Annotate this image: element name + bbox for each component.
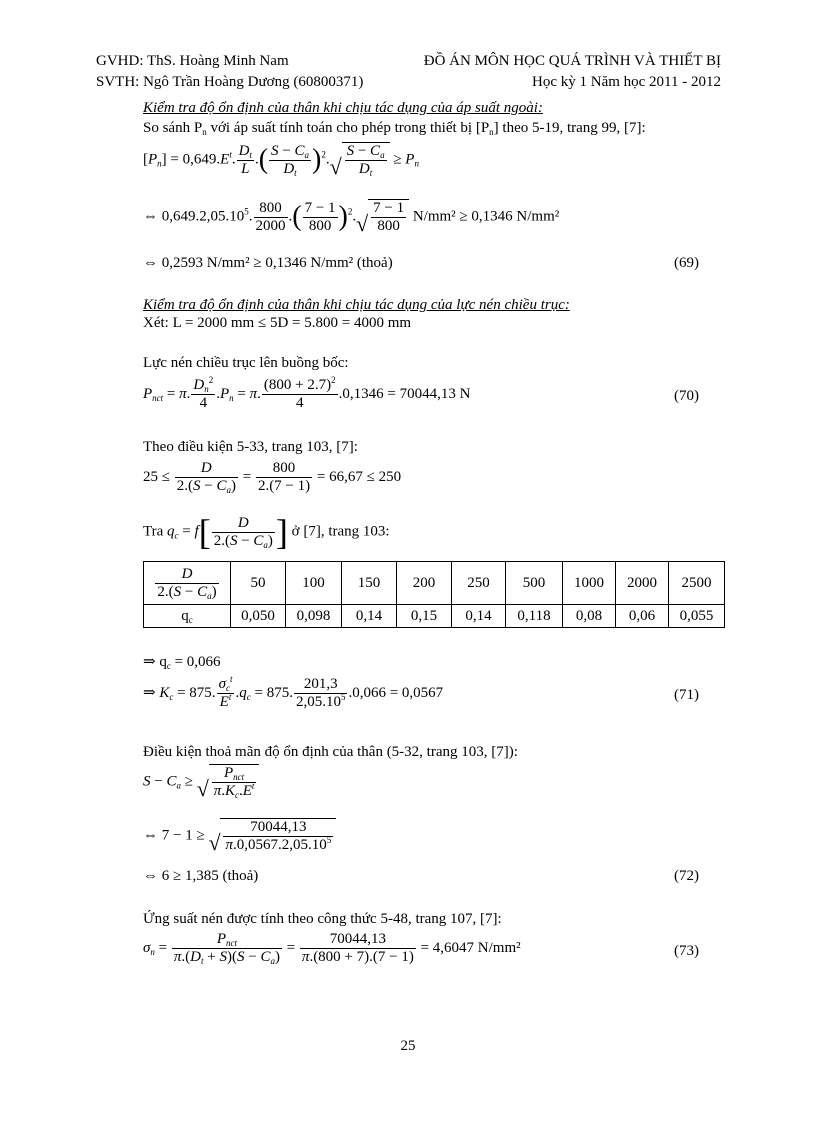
table-cell: 0,15 <box>397 605 452 628</box>
table-cell: 0,14 <box>452 605 506 628</box>
equation-number: (70) <box>674 388 699 404</box>
table-header-cell: 100 <box>286 562 342 605</box>
stability-label: Điều kiện thoả mãn độ ổn định của thân (5-32, trang 103, [7]): <box>143 744 518 760</box>
table-header-cell: 2000 <box>616 562 669 605</box>
table-header-label: $\frac{D}{2.(S - C_a)}$ <box>144 562 231 605</box>
lookup-line: Tra $q_c = f$[ $\frac{D}{2.(S - C_a)}$ ] ở [7], trang 103: <box>143 512 390 552</box>
table-cell: 0,055 <box>669 605 725 628</box>
formula-substitution: ⇔ 0,649.2,05.10$^5$. $\frac{800}{2000}$ .( $\frac{7 - 1}{800}$ )$^2$. √ $\frac{7 - 1}{800}$ N/mm² ≥ 0,1346 N/mm² <box>143 199 560 236</box>
table-header-cell: 50 <box>231 562 286 605</box>
table-header-row <box>144 562 725 605</box>
table-header-cell: 250 <box>452 562 506 605</box>
page-number: 25 <box>400 1038 416 1054</box>
equation-number: (73) <box>674 943 699 959</box>
formula-kc: ⇒ $K_c = 875$. $\sigma_c^t$ $E^t$ $.q_c = 875$. $\frac{201,3}{2,05.10^5}$ .0,066 = 0,0567 <box>143 674 444 710</box>
stress-label: Ứng suất nén được tính theo công thức 5-48, trang 107, [7]: <box>143 911 502 927</box>
equation-number: (71) <box>674 687 699 703</box>
table-cell: 0,098 <box>286 605 342 628</box>
force-label: Lực nén chiều trục lên buồng bốc: <box>143 355 349 371</box>
formula-stability: $S - C_a$ ≥ √ $P_{nct}$ $\pi.K_c.E^t$ <box>143 764 259 800</box>
formula-stability-substituted: ⇔ 7 − 1 ≥ √ $\frac{70044,13}{\pi.0,0567.2,05.10^5}$ <box>143 818 336 854</box>
table-header-cell: 150 <box>342 562 397 605</box>
formula-condition: 25 ≤ $\frac{D}{2.(S - C_a)}$ = $\frac{800}{2.(7 - 1)}$ = 66,67 ≤ 250 <box>143 460 402 495</box>
table-header-cell: 2500 <box>669 562 725 605</box>
table-cell: 0,050 <box>231 605 286 628</box>
section-heading-axial-force: Kiểm tra độ ổn định của thân khi chịu tác dụng của lực nén chiều trục: <box>143 297 570 313</box>
table-header-cell: 500 <box>506 562 563 605</box>
condition-label: Theo điều kiện 5-33, trang 103, [7]: <box>143 439 358 455</box>
formula-axial-force: $P_{nct} = \pi$. $\frac{D_n^2}{4}$ $.P_n = \pi$. $\frac{(800 + 2.7)^2}{4}$ .0,1346 = 70044,13 N <box>143 375 471 411</box>
table-cell: 0,118 <box>506 605 563 628</box>
header-student: SVTH: Ngô Trần Hoàng Dương (60800371) <box>96 74 364 90</box>
table-cell: 0,14 <box>342 605 397 628</box>
equation-number: (69) <box>674 255 699 271</box>
table-cell: 0,08 <box>563 605 616 628</box>
qc-lookup-table <box>143 561 725 628</box>
table-cell: 0,06 <box>616 605 669 628</box>
qc-result: ⇒ $q_c = 0,066$ <box>143 654 221 671</box>
formula-allowable-pressure: $[P_n] = 0,649.E^t$. $\frac{D_t}{L}$ .( $\frac{S - C_a}{D_t}$ )$^2$. √ $\frac{S - C_a}{D_t}$ ≥ $P_n$ <box>143 142 419 179</box>
table-header-cell: 200 <box>397 562 452 605</box>
table-row-label: $q_c$ <box>144 605 231 628</box>
length-check: Xét: L = 2000 mm ≤ 5D = 5.800 = 4000 mm <box>143 315 412 331</box>
header-course-title: ĐỒ ÁN MÔN HỌC QUÁ TRÌNH VÀ THIẾT BỊ <box>423 53 721 69</box>
section-heading-external-pressure: Kiểm tra độ ổn định của thân khi chịu tác dụng của áp suất ngoài: <box>143 100 543 116</box>
table-row <box>144 605 725 628</box>
formula-stress: $\sigma_n$ = $P_{nct}$ $\pi.(D_t + S)(S - C_a)$ = $\frac{70044,13}{\pi.(800 + 7).(7 - 1)}$ = 4,6047 N/mm² <box>143 931 521 966</box>
header-supervisor: GVHD: ThS. Hoàng Minh Nam <box>96 53 289 69</box>
header-semester: Học kỳ 1 Năm học 2011 - 2012 <box>532 74 721 90</box>
equation-number: (72) <box>674 868 699 884</box>
table-header-cell: 1000 <box>563 562 616 605</box>
formula-result: ⇔ 0,2593 N/mm² ≥ 0,1346 N/mm² (thoả) <box>143 255 393 271</box>
stability-result: ⇔ 6 ≥ 1,385 (thoả) <box>143 868 259 884</box>
section-intro: So sánh $P_n$ với áp suất tính toán cho phép trong thiết bị $[P_n]$ theo 5-19, trang 99, [7]: <box>143 120 646 137</box>
